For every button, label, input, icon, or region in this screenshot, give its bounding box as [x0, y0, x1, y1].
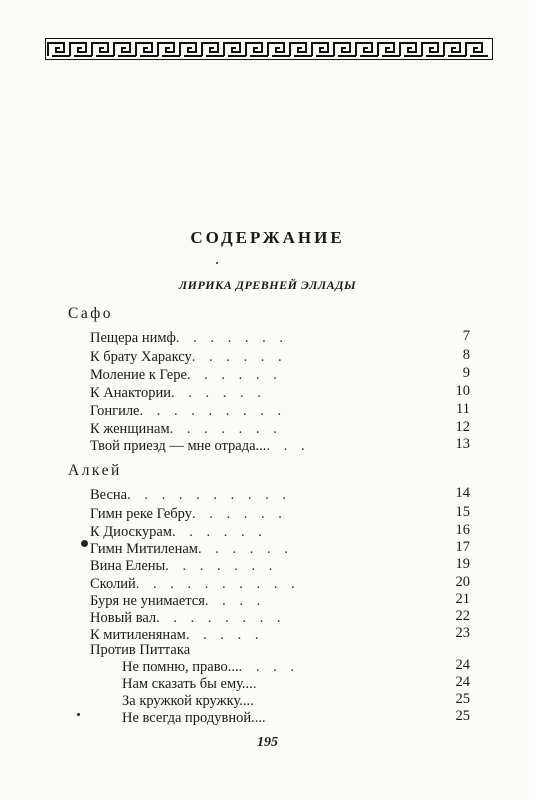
toc-entry-page: 15 — [455, 504, 470, 520]
page-title: СОДЕРЖАНИЕ — [190, 228, 345, 247]
toc-entry-page: 20 — [455, 574, 470, 590]
toc-entry-title: Против Питтака — [90, 642, 191, 658]
toc-entry-title: К Анактории — [90, 385, 171, 401]
page-subtitle: ЛИРИКА ДРЕВНЕЙ ЭЛЛАДЫ — [178, 278, 357, 292]
toc-entry-page: 25 — [455, 691, 470, 707]
toc-entry-title: Гимн Митиленам — [90, 541, 198, 557]
toc-entry: Буря не унимается. . . . 21 — [90, 591, 470, 609]
ink-speck — [81, 540, 88, 547]
toc-entry-title: Гонгиле — [90, 403, 140, 419]
toc-entry: К брату Хараксу. . . . . . 8 — [90, 347, 470, 365]
page-number: 195 — [257, 735, 278, 750]
toc-entry: Гонгиле. . . . . . . . . 11 — [90, 401, 470, 419]
toc-entry-page: 14 — [455, 485, 470, 501]
toc-entry-title: Нам сказать бы ему... — [122, 676, 253, 692]
toc-entry-title: К брату Хараксу — [90, 349, 192, 365]
toc-entry: К митиленянам. . . . . 23 — [90, 625, 470, 643]
toc-entry-page: 23 — [455, 625, 470, 641]
toc-entry: Вина Елены. . . . . . . 19 — [90, 556, 470, 574]
toc-entry-title: Не всегда продувной... — [122, 710, 262, 726]
greek-key-ornament — [45, 38, 493, 60]
toc-entry-page: 21 — [455, 591, 470, 607]
toc-entry — [90, 642, 470, 659]
toc-entry-page: 9 — [462, 365, 470, 381]
toc-entry-page: 24 — [455, 674, 470, 690]
toc-entry-title: Гимн реке Гебру — [90, 506, 192, 522]
toc-entry-page: 25 — [455, 708, 470, 724]
toc-entry: Пещера нимф. . . . . . . 7 — [90, 328, 470, 346]
toc-entry-title: Вина Елены — [90, 558, 166, 574]
toc-entry: За кружкой кружку.... 25 — [122, 691, 470, 709]
toc-entry-title: Буря не унимается — [90, 593, 205, 609]
toc-entry-title: К митиленянам — [90, 627, 186, 643]
toc-entry-title: Сколий — [90, 576, 136, 592]
toc-entry: Твой приезд — мне отрада.... . . 13 — [90, 436, 470, 454]
toc-entry-title: К Диоскурам — [90, 524, 172, 540]
toc-entry-page: 17 — [455, 539, 470, 555]
ink-speck — [77, 713, 80, 716]
toc-entry: Гимн реке Гебру. . . . . . 15 — [90, 504, 470, 522]
toc-entry-page: 11 — [456, 401, 470, 417]
toc-entry-title: Моление к Гере — [90, 367, 187, 383]
toc-entry: Новый вал. . . . . . . . 22 — [90, 608, 470, 626]
toc-entry-page: 10 — [455, 383, 470, 399]
toc-entry-title: Твой приезд — мне отрада... — [90, 438, 267, 454]
toc-entry-title: Не помню, право... — [122, 659, 239, 675]
toc-entry: Нам сказать бы ему.... 24 — [122, 674, 470, 692]
toc-entry: Сколий. . . . . . . . . . 20 — [90, 574, 470, 592]
toc-entry: Не помню, право.... . . . 24 — [122, 657, 470, 675]
toc-entry-page: 24 — [455, 657, 470, 673]
toc-entry: Не всегда продувной.... 25 — [122, 708, 470, 726]
section-heading-sappho: Сафо — [68, 305, 114, 322]
toc-entry: Гимн Митиленам. . . . . . 17 — [90, 539, 470, 557]
section-heading-alcaeus: Алкей — [68, 462, 122, 479]
toc-entry-page: 13 — [455, 436, 470, 452]
toc-entry-page: 12 — [455, 419, 470, 435]
toc-entry: К Диоскурам. . . . . . 16 — [90, 522, 470, 540]
ink-speck — [216, 262, 218, 264]
toc-entry-page: 8 — [462, 347, 470, 363]
toc-entry-title: Новый вал — [90, 610, 157, 626]
toc-entry-page: 16 — [455, 522, 470, 538]
toc-entry-page: 19 — [455, 556, 470, 572]
toc-entry: К женщинам. . . . . . . 12 — [90, 419, 470, 437]
toc-entry-title: Пещера нимф — [90, 330, 176, 346]
toc-entry-title: К женщинам — [90, 421, 170, 437]
toc-entry-title: Весна — [90, 487, 128, 503]
toc-entry-title: За кружкой кружку... — [122, 693, 251, 709]
toc-entry: Моление к Гере. . . . . . 9 — [90, 365, 470, 383]
toc-entry: К Анактории. . . . . . 10 — [90, 383, 470, 401]
toc-entry-page: 22 — [455, 608, 470, 624]
toc-entry: Весна. . . . . . . . . . 14 — [90, 485, 470, 503]
toc-entry-page: 7 — [462, 328, 470, 344]
